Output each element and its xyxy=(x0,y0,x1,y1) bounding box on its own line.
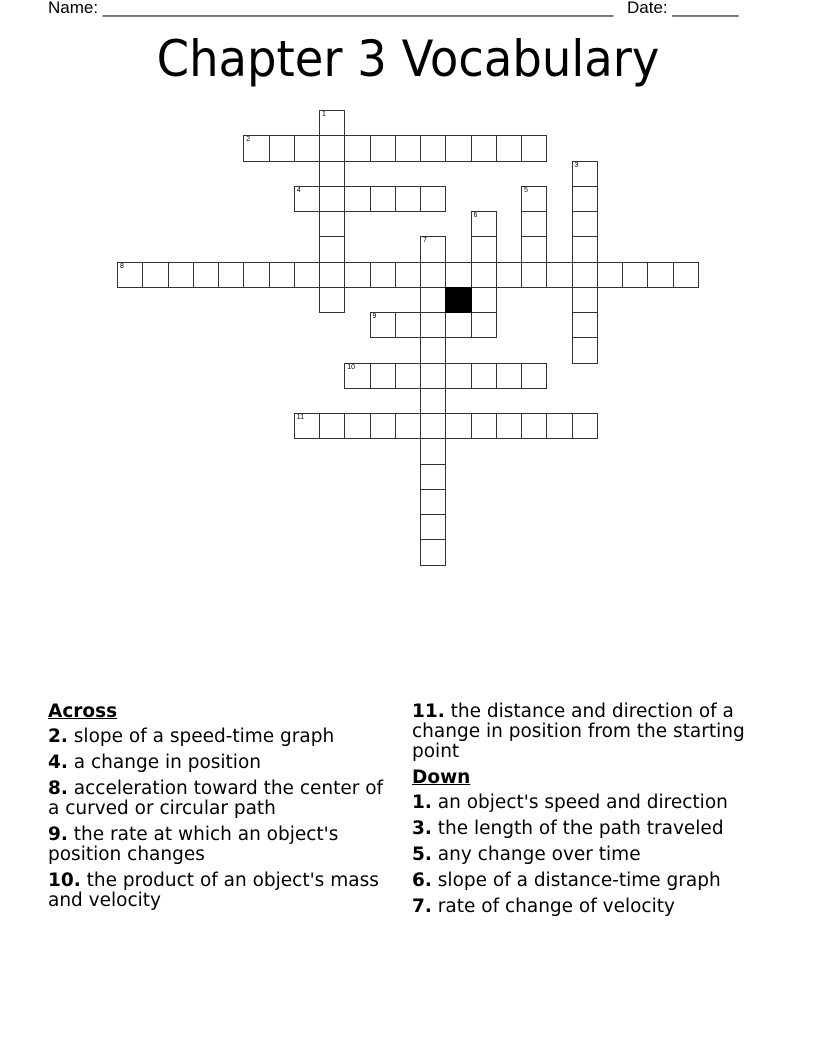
grid-cell[interactable] xyxy=(370,262,396,288)
grid-cell[interactable] xyxy=(395,312,421,338)
clue-text: the distance and direction of a change in position from the starting point xyxy=(412,701,745,762)
clue-number: 7. xyxy=(412,896,432,917)
grid-cell[interactable] xyxy=(521,262,547,288)
grid-cell[interactable] xyxy=(420,262,446,288)
grid-cell[interactable] xyxy=(319,135,345,161)
grid-cell[interactable] xyxy=(521,236,547,262)
grid-cell[interactable] xyxy=(471,312,497,338)
grid-cell[interactable] xyxy=(344,262,370,288)
clue-across-10 xyxy=(48,871,398,911)
grid-cell[interactable] xyxy=(319,413,345,439)
clue-number: 8. xyxy=(48,778,68,799)
grid-cell[interactable] xyxy=(445,413,471,439)
grid-cell[interactable] xyxy=(420,363,446,389)
grid-cell[interactable] xyxy=(471,135,497,161)
clue-text: acceleration toward the center of a curved or circular path xyxy=(48,778,384,819)
grid-cell[interactable] xyxy=(319,161,345,187)
clue-text: an object's speed and direction xyxy=(431,792,728,813)
grid-cell[interactable] xyxy=(269,135,295,161)
grid-cell[interactable] xyxy=(294,413,320,439)
grid-cell[interactable] xyxy=(344,186,370,212)
grid-cell[interactable] xyxy=(395,363,421,389)
clue-text: slope of a speed-time graph xyxy=(67,726,335,747)
clue-number-label: 2 xyxy=(246,136,251,144)
grid-cell[interactable] xyxy=(572,186,598,212)
clue-text: the rate at which an object's position changes xyxy=(48,824,339,865)
grid-cell[interactable] xyxy=(572,413,598,439)
clue-down-6 xyxy=(412,871,782,891)
grid-cell[interactable] xyxy=(370,363,396,389)
grid-cell[interactable] xyxy=(193,262,219,288)
grid-cell[interactable] xyxy=(294,186,320,212)
grid-cell[interactable] xyxy=(319,287,345,313)
clue-across-9 xyxy=(48,825,398,865)
grid-cell[interactable] xyxy=(294,135,320,161)
clue-across-2 xyxy=(48,727,398,747)
name-field-label: Name: ______________________________________________________ xyxy=(48,0,614,17)
clue-number: 1. xyxy=(412,792,432,813)
grid-cell[interactable] xyxy=(521,211,547,237)
clue-text: slope of a distance-time graph xyxy=(431,870,721,891)
grid-cell[interactable] xyxy=(445,262,471,288)
clue-down-1 xyxy=(412,793,782,813)
grid-cell[interactable] xyxy=(471,287,497,313)
clue-number-label: 10 xyxy=(347,363,356,371)
grid-cell[interactable] xyxy=(420,312,446,338)
grid-cell[interactable] xyxy=(445,312,471,338)
grid-cell[interactable] xyxy=(420,514,446,540)
grid-cell[interactable] xyxy=(496,413,522,439)
grid-cell[interactable] xyxy=(471,262,497,288)
clue-across-11 xyxy=(412,702,782,762)
black-cell xyxy=(445,287,471,313)
grid-cell[interactable] xyxy=(521,413,547,439)
grid-cell[interactable] xyxy=(370,186,396,212)
grid-cell[interactable] xyxy=(471,236,497,262)
clue-number-label: 4 xyxy=(296,186,301,194)
grid-cell[interactable] xyxy=(370,312,396,338)
clue-down-7 xyxy=(412,897,782,917)
grid-cell[interactable] xyxy=(521,135,547,161)
clue-number: 2. xyxy=(48,726,68,747)
grid-cell[interactable] xyxy=(496,135,522,161)
clues-right-column xyxy=(412,702,782,923)
grid-cell[interactable] xyxy=(546,262,572,288)
grid-cell[interactable] xyxy=(319,211,345,237)
grid-cell[interactable] xyxy=(420,438,446,464)
grid-cell[interactable] xyxy=(168,262,194,288)
grid-cell[interactable] xyxy=(344,135,370,161)
grid-cell[interactable] xyxy=(142,262,168,288)
grid-cell[interactable] xyxy=(622,262,648,288)
grid-cell[interactable] xyxy=(269,262,295,288)
grid-cell[interactable] xyxy=(445,363,471,389)
grid-cell[interactable] xyxy=(673,262,699,288)
grid-cell[interactable] xyxy=(243,135,269,161)
clue-number-label: 7 xyxy=(423,237,427,245)
grid-cell[interactable] xyxy=(572,262,598,288)
clue-across-8 xyxy=(48,779,398,819)
down-heading: Down xyxy=(412,767,471,788)
grid-cell[interactable] xyxy=(647,262,673,288)
clue-number-label: 1 xyxy=(322,111,326,118)
grid-cell[interactable] xyxy=(521,363,547,389)
grid-cell[interactable] xyxy=(546,413,572,439)
grid-cell[interactable] xyxy=(496,363,522,389)
clue-number: 4. xyxy=(48,752,68,773)
clue-text: rate of change of velocity xyxy=(431,896,675,917)
grid-cell[interactable] xyxy=(370,413,396,439)
grid-cell[interactable] xyxy=(420,337,446,363)
grid-cell[interactable] xyxy=(445,135,471,161)
clue-number-label: 9 xyxy=(372,313,377,320)
clue-text: a change in position xyxy=(67,752,261,773)
clue-number: 5. xyxy=(412,844,432,865)
date-field-label: Date: _______ xyxy=(627,0,739,17)
across-heading: Across xyxy=(48,701,118,722)
grid-cell[interactable] xyxy=(420,413,446,439)
clue-text: the product of an object's mass and velocity xyxy=(48,870,379,911)
page-title: Chapter 3 Vocabulary xyxy=(156,30,660,88)
grid-cell[interactable] xyxy=(319,236,345,262)
grid-cell[interactable] xyxy=(420,489,446,515)
clue-number: 6. xyxy=(412,870,432,891)
grid-cell[interactable] xyxy=(370,135,396,161)
clue-number-label: 3 xyxy=(574,161,579,169)
clue-number: 11. xyxy=(412,701,445,722)
grid-cell[interactable] xyxy=(572,236,598,262)
grid-cell[interactable] xyxy=(395,186,421,212)
grid-cell[interactable] xyxy=(471,413,497,439)
clue-number-label: 8 xyxy=(120,262,124,270)
grid-cell[interactable] xyxy=(344,413,370,439)
clue-text: any change over time xyxy=(431,844,641,865)
grid-cell[interactable] xyxy=(420,539,446,565)
grid-cell[interactable] xyxy=(243,262,269,288)
grid-cell[interactable] xyxy=(344,363,370,389)
grid-cell[interactable] xyxy=(572,161,598,187)
grid-cell[interactable] xyxy=(395,262,421,288)
grid-cell[interactable] xyxy=(496,262,522,288)
clue-down-3 xyxy=(412,819,782,839)
clue-number-label: 11 xyxy=(296,414,305,421)
grid-cell[interactable] xyxy=(471,363,497,389)
clue-number-label: 6 xyxy=(473,212,478,219)
grid-cell[interactable] xyxy=(294,262,320,288)
grid-cell[interactable] xyxy=(218,262,244,288)
clue-across-4 xyxy=(48,753,398,773)
grid-cell[interactable] xyxy=(420,464,446,490)
grid-cell[interactable] xyxy=(572,287,598,313)
grid-cell[interactable] xyxy=(420,186,446,212)
clue-number: 10. xyxy=(48,870,81,891)
grid-cell[interactable] xyxy=(572,337,598,363)
grid-cell[interactable] xyxy=(117,262,143,288)
clue-number: 9. xyxy=(48,824,68,845)
grid-cell[interactable] xyxy=(572,312,598,338)
clues-left-column xyxy=(48,702,398,917)
grid-cell[interactable] xyxy=(420,287,446,313)
grid-cell[interactable] xyxy=(319,110,345,136)
grid-cell[interactable] xyxy=(395,135,421,161)
grid-cell[interactable] xyxy=(420,135,446,161)
grid-cell[interactable] xyxy=(471,211,497,237)
grid-cell[interactable] xyxy=(572,211,598,237)
grid-cell[interactable] xyxy=(597,262,623,288)
grid-cell[interactable] xyxy=(521,186,547,212)
grid-cell[interactable] xyxy=(319,186,345,212)
clue-text: the length of the path traveled xyxy=(431,818,724,839)
clue-number-label: 5 xyxy=(524,186,528,194)
clue-down-5 xyxy=(412,845,782,865)
grid-cell[interactable] xyxy=(420,236,446,262)
grid-cell[interactable] xyxy=(395,413,421,439)
grid-cell[interactable] xyxy=(319,262,345,288)
grid-cell[interactable] xyxy=(420,388,446,414)
clue-number: 3. xyxy=(412,818,432,839)
